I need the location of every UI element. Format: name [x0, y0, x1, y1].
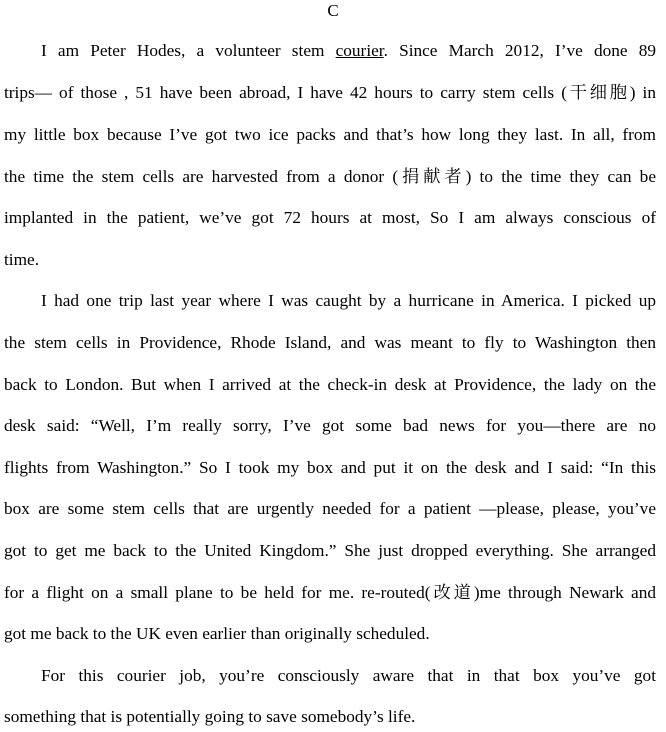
- paragraph-2-line-6: box are some stem cells that are urgently needed for a patient —please, please, you’ve: [4, 499, 656, 518]
- text-span: I am Peter Hodes, a volunteer stem: [41, 41, 336, 60]
- text-span: . Since March 2012, I’ve done 89: [383, 41, 656, 60]
- paragraph-2-line-4: desk said: “Well, I’m really sorry, I’ve got some bad news for you—there are no: [4, 416, 656, 435]
- paragraph-2-line-8: for a flight on a small plane to be held for me. re-routed(改道)me through Newark and: [4, 583, 656, 602]
- paragraph-1-line-6: time.: [4, 250, 40, 269]
- paragraph-2-line-9: got me back to the UK even earlier than originally scheduled.: [4, 624, 430, 643]
- paragraph-1-line-2: trips— of those , 51 have been abroad, I have 42 hours to carry stem cells (干细胞) in: [4, 83, 656, 102]
- paragraph-3-line-2: something that is potentially going to save somebody’s life.: [4, 707, 416, 726]
- paragraph-2-line-3: back to London. But when I arrived at the check-in desk at Providence, the lady on the: [4, 375, 656, 394]
- paragraph-1-line-1: [41, 40, 656, 62]
- paragraph-1-line-4: the time the stem cells are harvested from a donor (捐献者) to the time they can be: [4, 167, 656, 186]
- section-letter: C: [327, 1, 339, 20]
- paragraph-3-line-1: For this courier job, you’re consciously aware that in that box you’ve got: [41, 666, 656, 685]
- paragraph-2-line-7: got to get me back to the United Kingdom.” She just dropped everything. She arranged: [4, 541, 656, 560]
- underlined-word: courier: [335, 41, 384, 60]
- paragraph-1-line-3: my little box because I’ve got two ice packs and that’s how long they last. In all, from: [4, 125, 656, 144]
- paragraph-1-line-5: implanted in the patient, we’ve got 72 hours at most, So I am always conscious of: [4, 208, 656, 227]
- paragraph-2-line-1: I had one trip last year where I was caught by a hurricane in America. I picked up: [41, 291, 656, 310]
- paragraph-2-line-2: the stem cells in Providence, Rhode Island, and was meant to fly to Washington then: [4, 333, 656, 352]
- paragraph-2-line-5: flights from Washington.” So I took my box and put it on the desk and I said: “In this: [4, 458, 656, 477]
